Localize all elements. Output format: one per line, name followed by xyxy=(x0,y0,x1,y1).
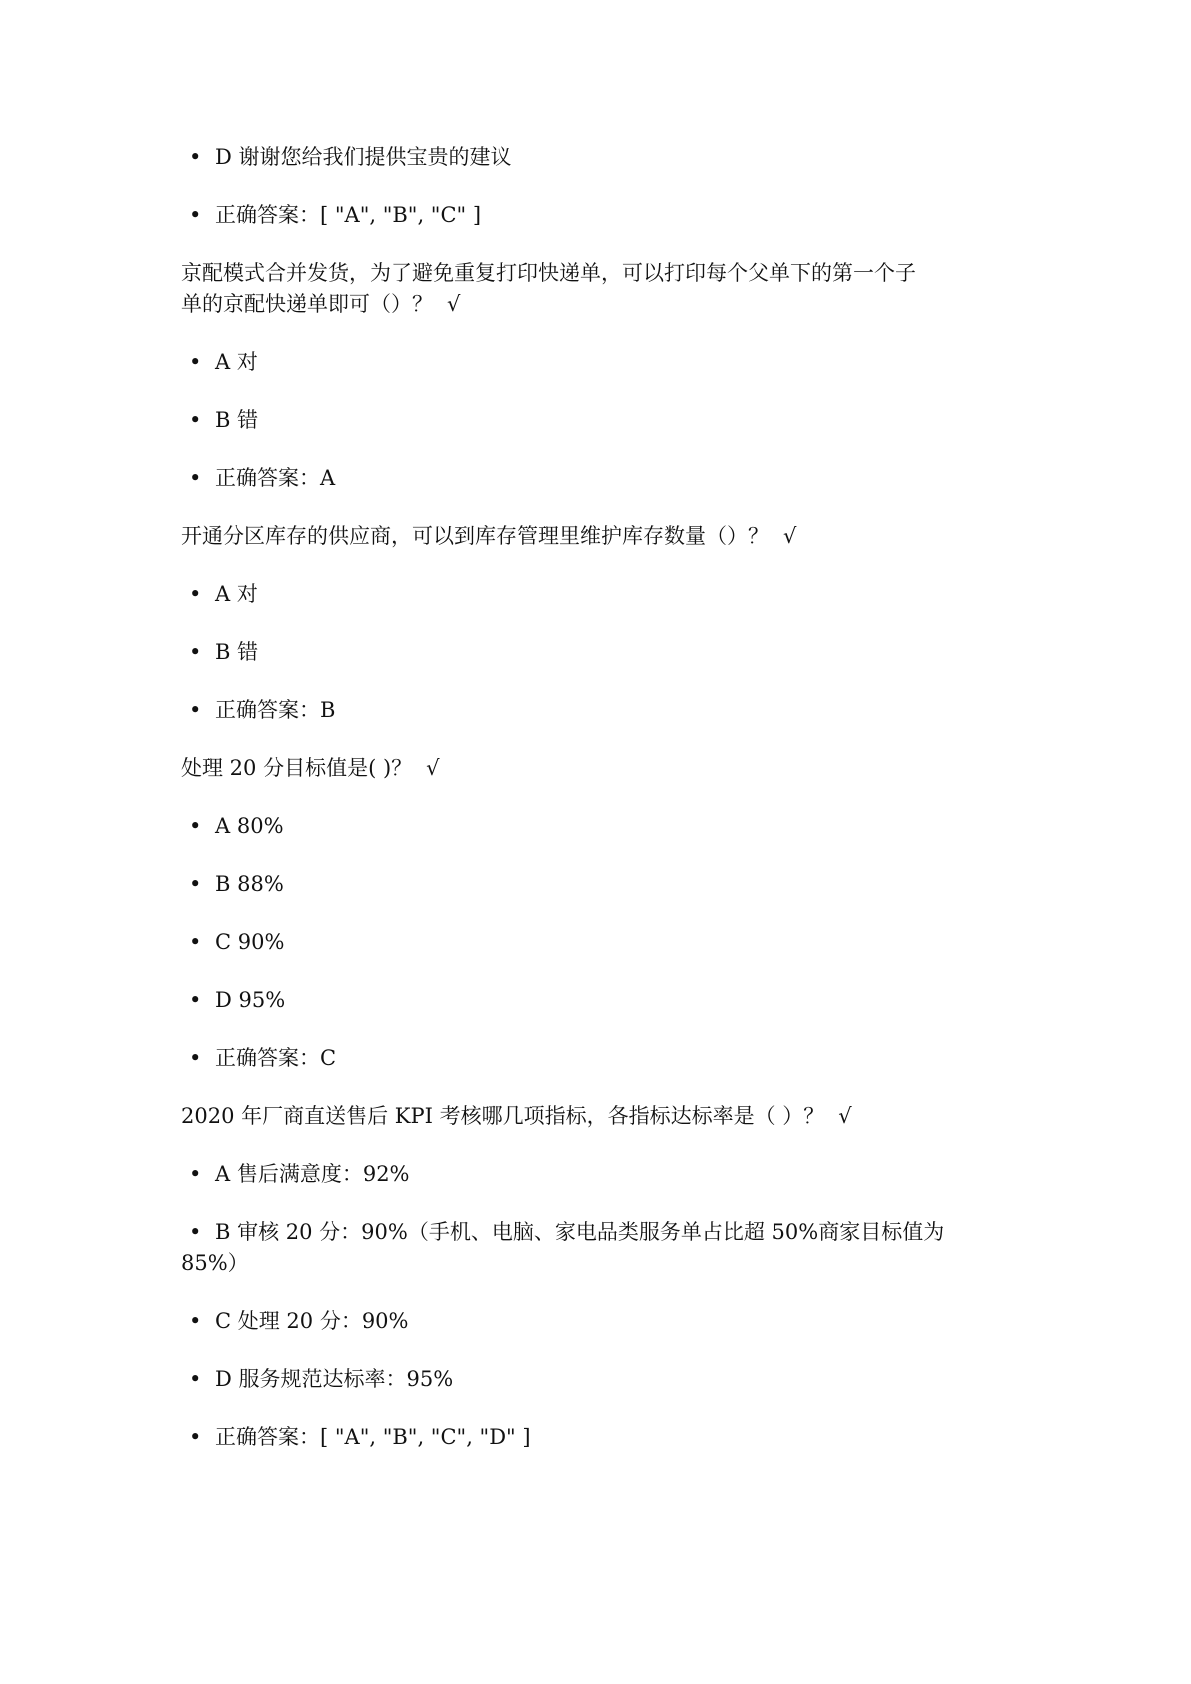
question-text xyxy=(181,753,440,783)
option-text: C 90% xyxy=(215,930,285,954)
list-item xyxy=(181,1422,531,1452)
option-text: A 对 xyxy=(215,350,258,374)
bullet-icon: • xyxy=(189,466,202,490)
option-text: A 80% xyxy=(215,814,284,838)
question-text xyxy=(181,521,796,551)
option-text: B 错 xyxy=(215,408,259,432)
list-item xyxy=(181,347,258,377)
question-text-line2: 单的京配快递单即可（）？ xyxy=(181,292,433,316)
bullet-icon: • xyxy=(189,988,202,1012)
bullet-icon: • xyxy=(189,1220,202,1244)
bullet-icon: • xyxy=(189,930,202,954)
bullet-icon: • xyxy=(189,814,202,838)
list-item xyxy=(181,1364,453,1394)
option-text: A 售后满意度：92% xyxy=(215,1162,410,1186)
answer-text: 正确答案：C xyxy=(215,1046,337,1070)
answer-text: 正确答案：[ "A", "B", "C", "D" ] xyxy=(215,1425,531,1449)
bullet-icon: • xyxy=(189,1367,202,1391)
bullet-icon: • xyxy=(189,203,202,227)
question-text xyxy=(181,1101,852,1131)
check-icon: √ xyxy=(426,756,440,780)
option-text: A 对 xyxy=(215,582,258,606)
list-item xyxy=(181,1159,410,1189)
bullet-icon: • xyxy=(189,350,202,374)
bullet-icon: • xyxy=(189,1309,202,1333)
check-icon: √ xyxy=(838,1104,852,1128)
bullet-icon: • xyxy=(189,408,202,432)
question-text-line1: 开通分区库存的供应商，可以到库存管理里维护库存数量（）？ xyxy=(181,524,769,548)
list-item xyxy=(181,637,258,667)
bullet-icon: • xyxy=(189,872,202,896)
option-text: B 88% xyxy=(215,872,284,896)
question-text-line1: 2020 年厂商直送售后 KPI 考核哪几项指标，各指标达标率是（ ）？ xyxy=(181,1104,825,1128)
list-item xyxy=(181,463,335,493)
option-text: C 处理 20 分：90% xyxy=(215,1309,409,1333)
option-text: D 服务规范达标率：95% xyxy=(215,1367,454,1391)
bullet-icon: • xyxy=(189,1046,202,1070)
bullet-icon: • xyxy=(189,1162,202,1186)
option-text: B 审核 20 分：90%（手机、电脑、家电品类服务单占比超 50%商家目标值为 xyxy=(215,1220,945,1244)
bullet-icon: • xyxy=(189,1425,202,1449)
list-item xyxy=(181,142,512,172)
check-icon: √ xyxy=(447,292,461,316)
bullet-icon: • xyxy=(189,640,202,664)
bullet-icon: • xyxy=(189,582,202,606)
list-item xyxy=(181,1043,336,1073)
answer-text: 正确答案：A xyxy=(215,466,336,490)
list-item xyxy=(181,200,481,230)
option-text: D 95% xyxy=(215,988,286,1012)
option-text: B 错 xyxy=(215,640,259,664)
list-item xyxy=(181,869,284,899)
list-item xyxy=(181,1217,944,1247)
option-text: D 谢谢您给我们提供宝贵的建议 xyxy=(215,145,512,169)
list-item xyxy=(181,811,284,841)
question-text: 京配模式合并发货，为了避免重复打印快递单，可以打印每个父单下的第一个子 xyxy=(181,261,916,285)
list-item xyxy=(181,1306,409,1336)
bullet-icon: • xyxy=(189,145,202,169)
check-icon: √ xyxy=(783,524,797,548)
answer-text: 正确答案：[ "A", "B", "C" ] xyxy=(215,203,482,227)
bullet-icon: • xyxy=(189,698,202,722)
answer-text: 正确答案：B xyxy=(215,698,336,722)
list-item xyxy=(181,695,335,725)
list-item xyxy=(181,579,258,609)
list-item xyxy=(181,405,258,435)
option-text-continued: 85%） xyxy=(181,1251,249,1275)
question-text-line1: 处理 20 分目标值是( )？ xyxy=(181,756,413,780)
list-item xyxy=(181,927,284,957)
list-item xyxy=(181,985,285,1015)
question-text-continued xyxy=(181,289,460,319)
